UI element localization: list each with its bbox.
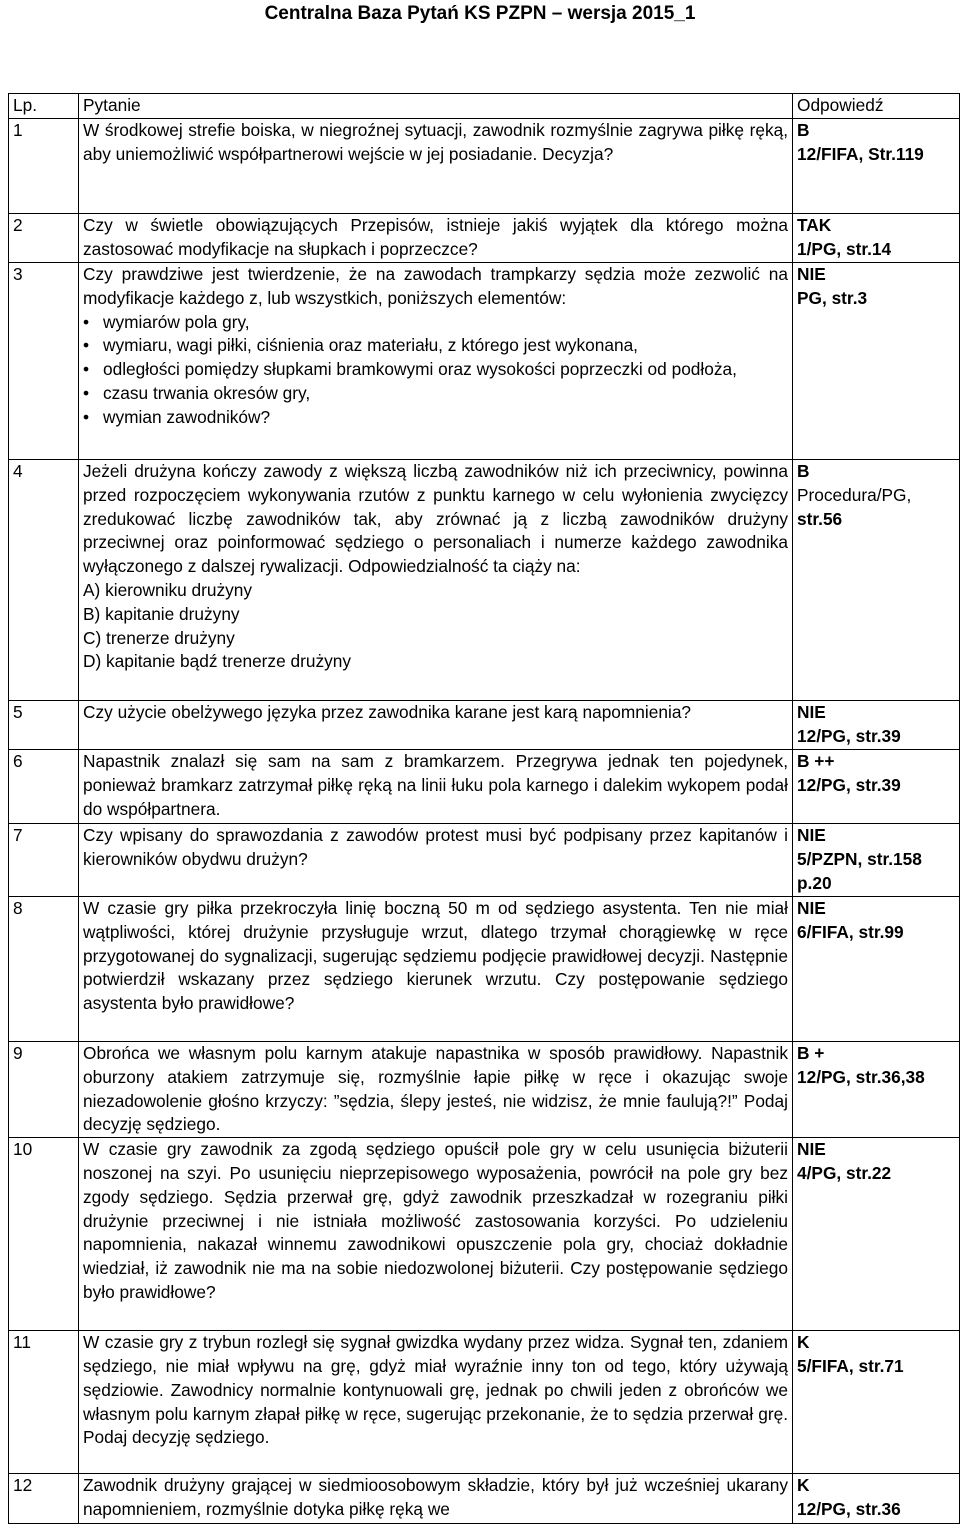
answer-reference-plain: Procedura/PG, <box>797 484 912 505</box>
answer-reference: 12/PG, str.36 <box>797 1498 901 1519</box>
answer-reference: 1/PG, str.14 <box>797 238 892 259</box>
answer-reference: 12/PG, str.39 <box>797 725 901 746</box>
row-number: 2 <box>9 214 79 263</box>
row-number: 5 <box>9 701 79 750</box>
row-number: 10 <box>9 1138 79 1331</box>
row-number: 3 <box>9 263 79 460</box>
answer-value: B <box>797 461 810 481</box>
answer-value: TAK <box>797 215 832 235</box>
question-text: Czy w świetle obowiązujących Przepisów, istnieje jakiś wyjątek dla którego można zastosować modyfikacje na słupkach i poprzeczce? <box>79 214 793 263</box>
list-item: • odległości pomiędzy słupkami bramkowymi oraz wysokości poprzeczki od podłoża, <box>83 358 788 382</box>
answer-value: NIE <box>797 264 826 284</box>
answer-reference: 12/FIFA, Str.119 <box>797 143 924 164</box>
option-item: D) kapitanie bądź trenerze drużyny <box>83 651 351 672</box>
answer-reference: 12/PG, str.39 <box>797 774 901 795</box>
table-row <box>9 750 960 824</box>
row-number: 6 <box>9 750 79 824</box>
column-header-question: Pytanie <box>79 94 793 119</box>
table-row <box>9 1138 960 1331</box>
answer-reference: 4/PG, str.22 <box>797 1162 892 1183</box>
answer-value: NIE <box>797 898 826 918</box>
list-item: • wymian zawodników? <box>83 406 788 430</box>
answer-value: K <box>797 1332 810 1353</box>
answer-reference: str.56 <box>797 508 843 529</box>
list-item: • wymiaru, wagi piłki, ciśnienia oraz materiału, z którego jest wykonana, <box>83 334 788 358</box>
answer-value: B + <box>797 1043 825 1063</box>
question-text: Czy wpisany do sprawozdania z zawodów protest musi być podpisany przez kapitanów i kierowników obydwu drużyn? <box>79 824 793 897</box>
answer-value: B ++ <box>797 751 835 771</box>
answer-cell <box>793 263 960 460</box>
row-number: 12 <box>9 1474 79 1524</box>
answer-value: NIE <box>797 1139 826 1160</box>
question-text: Napastnik znalazł się sam na sam z bramkarzem. Przegrywa jednak ten pojedynek, ponieważ bramkarz zatrzymał piłkę ręką na linii łuku pola karnego i dalekim wykopem podał do współpartnera. <box>79 750 793 824</box>
answer-value: K <box>797 1475 810 1496</box>
question-text: Obrońca we własnym polu karnym atakuje napastnika w sposób prawidłowy. Napastnik oburzony atakiem zatrzymuje się, rozmyślnie łapie piłkę w ręce i okazując swoje niezadowolenie głośno krzyczy: ”sędzia, ślepy jesteś, nie widzisz, że mnie faulują?!” Podaj decyzję sędziego. <box>79 1042 793 1138</box>
answer-cell <box>793 460 960 701</box>
question-bullet-list <box>83 311 788 430</box>
question-cell <box>79 263 793 460</box>
option-item: B) kapitanie drużyny <box>83 603 240 624</box>
row-number: 9 <box>9 1042 79 1138</box>
answer-cell <box>793 1331 960 1474</box>
answer-cell <box>793 214 960 263</box>
row-number: 4 <box>9 460 79 701</box>
answer-reference: PG, str.3 <box>797 287 868 308</box>
answer-cell <box>793 750 960 824</box>
table-row <box>9 824 960 897</box>
column-header-answer: Odpowiedź <box>793 94 960 119</box>
answer-reference: 12/PG, str.36,38 <box>797 1066 925 1087</box>
answer-reference: 5/PZPN, str.158 p.20 <box>797 848 922 893</box>
row-number: 11 <box>9 1331 79 1474</box>
table-row <box>9 1331 960 1474</box>
question-text: W czasie gry piłka przekroczyła linię boczną 50 m od sędziego asystenta. Ten nie miał wątpliwości, której drużynie przysługuje wrzut, dlatego trzymał chorągiewkę w ręce przygotowanej do sygnalizacji, sugerując sędziemu podjęcie prawidłowej decyzji. Następnie potwierdził wskazany przez sędziego kierunek wrzutu. Czy postępowanie sędziego asystenta było prawidłowe? <box>79 897 793 1042</box>
table-row <box>9 1042 960 1138</box>
answer-cell <box>793 119 960 214</box>
document-header <box>0 0 960 42</box>
question-text: W środkowej strefie boiska, w niegroźnej sytuacji, zawodnik rozmyślnie zagrywa piłkę ręką, aby uniemożliwić współpartnerowi wejście w jej posiadanie. Decyzja? <box>79 119 793 214</box>
row-number: 1 <box>9 119 79 214</box>
answer-reference: 6/FIFA, str.99 <box>797 921 904 942</box>
option-item: C) trenerze drużyny <box>83 627 235 648</box>
row-number: 7 <box>9 824 79 897</box>
answer-cell <box>793 824 960 897</box>
answer-reference: 5/FIFA, str.71 <box>797 1355 904 1376</box>
table-row <box>9 701 960 750</box>
table-row <box>9 119 960 214</box>
table-row <box>9 460 960 701</box>
answer-value: NIE <box>797 825 826 845</box>
table-row <box>9 263 960 460</box>
question-text: Czy użycie obelżywego języka przez zawodnika karane jest karą napomnienia? <box>79 701 793 750</box>
answer-options <box>83 579 788 674</box>
answer-value: B <box>797 120 810 140</box>
table-row <box>9 214 960 263</box>
question-text: Jeżeli drużyna kończy zawody z większą liczbą zawodników niż ich przeciwnicy, powinna przed rozpoczęciem wykonywania rzutów z punktu karnego w celu wyłonienia zwycięzcy zredukować liczbę zawodników tak, aby zrównać ją z liczbą zawodników drużyny przeciwnej oraz poinformować sędziego o personaliach i numerze każdego zawodnika wyłączonego z dalszej rywalizacji. Odpowiedzialność ta ciąży na: <box>83 461 788 577</box>
questions-table <box>8 93 960 1524</box>
answer-cell <box>793 701 960 750</box>
question-text: Czy prawdziwe jest twierdzenie, że na zawodach trampkarzy sędzia może zezwolić na modyfikacje każdego z, lub wszystkich, poniższych elementów: <box>83 264 788 308</box>
document-title: Centralna Baza Pytań KS PZPN – wersja 2015_1 <box>264 3 696 24</box>
answer-value: NIE <box>797 702 826 722</box>
column-header-lp: Lp. <box>9 94 79 119</box>
question-text: W czasie gry zawodnik za zgodą sędziego opuścił pole gry w celu usunięcia biżuterii noszonej na szyi. Po usunięciu nieprzepisowego wyposażenia, powrócił na pole gry bez zgody sędziego. Sędzia przerwał grę, gdyż zawodnik przeszkadzał w rozegraniu piłki drużynie przeciwnej i nie istniała możliwość zastosowania korzyści. Po udzieleniu napomnienia, nakazał winnemu zawodnikowi opuszczenie pola gry, chociaż dokładnie wiedział, iż zawodnik nie ma na sobie niedozwolonej biżuterii. Czy postępowanie sędziego było prawidłowe? <box>79 1138 793 1331</box>
table-header-row <box>9 94 960 119</box>
question-text: Zawodnik drużyny grającej w siedmioosobowym składzie, który był już wcześniej ukarany napomnieniem, rozmyślnie dotyka piłkę ręką we <box>79 1474 793 1524</box>
answer-cell <box>793 1138 960 1331</box>
row-number: 8 <box>9 897 79 1042</box>
question-cell <box>79 460 793 701</box>
answer-cell <box>793 897 960 1042</box>
question-text: W czasie gry z trybun rozległ się sygnał gwizdka wydany przez widza. Sygnał ten, zdaniem sędziego, nie miał wpływu na grę, gdyż miał wyraźnie inny ton od tego, który używają sędziowie. Zawodnicy normalnie kontynuowali grę, jednak po chwili jeden z obrońców we własnym polu karnym złapał piłkę w ręce, sugerując przekonanie, że to sędzia przerwał grę. Podaj decyzję sędziego. <box>79 1331 793 1474</box>
list-item: • czasu trwania okresów gry, <box>83 382 788 406</box>
answer-cell <box>793 1042 960 1138</box>
list-item: • wymiarów pola gry, <box>83 311 788 335</box>
table-row <box>9 897 960 1042</box>
option-item: A) kierowniku drużyny <box>83 579 253 600</box>
